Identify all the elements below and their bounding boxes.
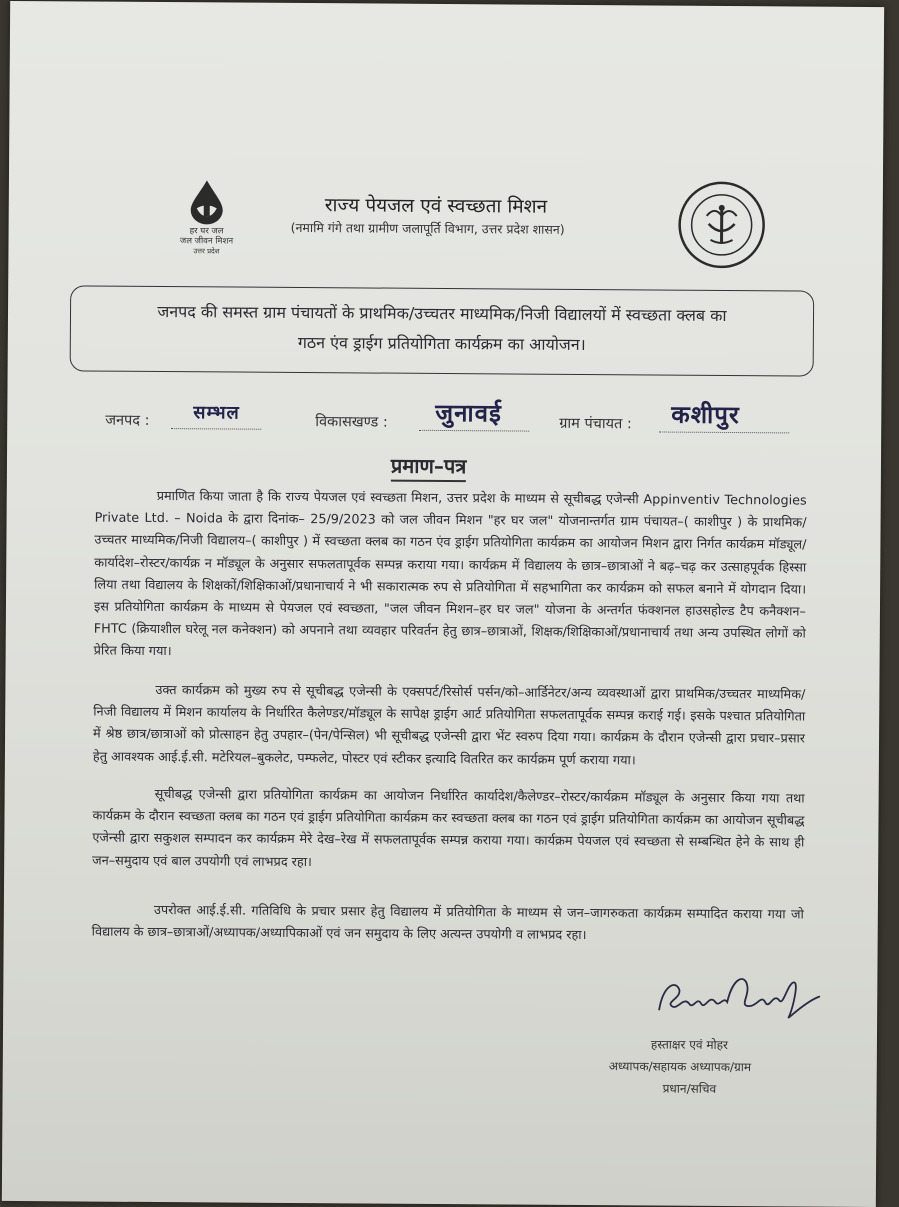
- paragraph-1: [94, 486, 807, 669]
- paragraph-text: उपरोक्त आई.ई.सी. गतिविधि के प्रचार प्रसार हेतु विद्यालय में प्रतियोगिता के माध्यम से जन–जागरुकता कार्यक्रम सम्पादित कराया गया जो विद्यालय के छात्र–छात्राओं/अध्यापक/अध्यापिकाओं एवं जन समुदाय के लिए अत्यन्त उपयोगी व लाभप्रद रहा।: [91, 902, 804, 944]
- block-label: विकासखण्ड :: [315, 414, 388, 431]
- panchayat-label: ग्राम पंचायत :: [559, 415, 632, 433]
- subject-line-1: जनपद की समस्त ग्राम पंचायतों के प्राथमिक/उच्चतर माध्यमिक/निजी विद्यालयों में स्वच्छता क्लब का: [157, 301, 727, 325]
- up-government-seal: [676, 180, 767, 275]
- water-drop-icon: [187, 178, 227, 226]
- certificate-title: प्रमाण–पत्र: [391, 452, 467, 483]
- paragraph-2: [93, 680, 806, 774]
- signature: [653, 965, 823, 1030]
- paragraph-text: प्रमाणित किया जाता है कि राज्य पेयजल एवं स्वच्छता मिशन, उत्तर प्रदेश के माध्यम से सूचीबद्ध एजेन्सी Appinventiv Technologies Private Ltd. – Noida के द्वारा दिनांक– 25/9/2023 को जल जीवन मिशन "हर घर जल" योजनान्तर्गत ग्राम पंचायत–( काशीपुर ) के प्राथमिक/उच्चतर माध्यमिक/निजी विद्यालय–( काशीपुर ) में स्वच्छता क्लब का गठन एंव ड्राईग प्रतियोगिता कार्यक्रम का आयोजन मिशन द्वारा निर्गत कार्यक्रम मॉड्यूल/कार्यादेश–रोस्टर/कार्यक्र न मॉड्यूल के अनुसार सफलतापूर्वक सम्पन्न कराया गया। कार्यक्रम में विद्यालय के छात्र–छात्राओं ने बढ़–चढ़ कर उत्साहपूर्वक हिस्सा लिया तथा विद्यालय के शिक्षकों/शिक्षिकाओं/प्रधानाचार्य ने भी सकारात्मक रुप से प्रतियोगिता में सहभागिता कर कार्यक्रम को सफल बनाने में योगदान दिया। इस प्रतियोगिता कार्यक्रम के माध्यम से पेयजल एवं स्वच्छता, "जल जीवन मिशन–हर घर जल" योजना के अन्तर्गत फंक्शनल हाउसहोल्ड टैप कनैक्शन–FHTC (क्रियाशील घरेलू नल कनेक्शन) को अपनाने तथा व्यवहार परिवर्तन हेतु छात्र–छात्राओं, शिक्षक/शिक्षिकाओं/प्रधानाचार्य तथा अन्य उपस्थित लोगों को प्रेरित किया गया।: [93, 488, 807, 660]
- mission-title: राज्य पेयजल एवं स्वच्छता मिशन: [324, 194, 548, 218]
- signature-line-2: अध्यापक/सहायक अध्यापक/ग्राम: [608, 1059, 752, 1075]
- har-ghar-jal-logo: [166, 178, 247, 257]
- logo-tag-2: जल जीवन मिशन: [179, 236, 234, 247]
- district-value: सम्भल: [193, 402, 240, 424]
- certificate-document: [2, 1, 884, 1207]
- logo-tag-1: हर घर जल: [189, 226, 224, 237]
- state-emblem-icon: [676, 180, 767, 271]
- signature-line-1: हस्ताक्षर एवं मोहर: [650, 1037, 728, 1052]
- handwritten-signature: [653, 965, 823, 1026]
- logo-tag-3: उत्तर प्रदेश: [193, 247, 220, 256]
- paragraph-3: [92, 784, 805, 878]
- mission-subtitle: (नमामि गंगे तथा ग्रामीण जलापूर्ति विभाग, उत्तर प्रदेश शासन): [290, 219, 565, 237]
- panchayat-value: कशीपुर: [671, 399, 740, 430]
- paragraph-4: [92, 900, 804, 949]
- paragraph-text: उक्त कार्यक्रम को मुख्य रुप से सूचीबद्ध एजेन्सी के एक्सपर्ट/रिसोर्स पर्सन/को–आर्डिनेटर/अन्य व्यवस्थाओं द्वारा प्राथमिक/उच्चतर माध्यमिक/निजी विद्यालय में मिशन कार्यालय के निर्धारित कैलेण्डर/मॉड्यूल के सापेक्ष ड्राईग आर्ट प्रतियोगिता सफलतापूर्वक सम्पन्न कराई गई। इसके पश्चात प्रतियोगिता में श्रेष्ठ छात्र/छात्राओं को प्रोत्साहन हेतु उपहार–(पेन/पेन्सिल) भी सूचीबद्ध एजेन्सी द्वारा भेंट स्वरुप दिया गया। कार्यक्रम के दौरान एजेन्सी द्वारा प्रचार–प्रसार हेतु आवश्यक आई.ई.सी. मटेरियल–बुकलेट, पम्फलेट, पोस्टर एवं स्टीकर इत्यादि वितरित कर कार्यक्रम पूर्ण कराया गया।: [92, 682, 806, 768]
- paragraph-text: सूचीबद्ध एजेन्सी द्वारा प्रतियोगिता कार्यक्रम का आयोजन निर्धारित कार्यादेश/कैलेण्डर–रोस्टर/कार्यक्रम मॉड्यूल के अनुसार किया गया तथा कार्यक्रम के दौरान स्वच्छता क्लब का गठन एवं ड्राईग प्रतियोगिता कार्यक्रम कर स्वच्छता क्लब का गठन एवं ड्राईग प्रतियोगिता कार्यक्रम का आयोजन सूचीबद्ध एजेन्सी द्वारा सकुशल सम्पादन कर कार्यक्रम मेरे देख–रेख में सफलतापूर्वक सम्पन्न कराया गया। कार्यक्रम पेयजल एवं स्वच्छता से सम्बन्धित हेने के साथ ही जन–समुदाय एवं बाल उपयोगी एवं लाभप्रद रहा।: [92, 786, 805, 870]
- subject-box: [70, 285, 815, 376]
- block-value: जुनावई: [435, 397, 502, 428]
- subject-line-2: गठन एंव ड्राईग प्रतियोगिता कार्यक्रम का आयोजन।: [297, 332, 586, 354]
- district-label: जनपद :: [105, 412, 150, 429]
- signature-line-3: प्रधान/सचिव: [662, 1081, 717, 1096]
